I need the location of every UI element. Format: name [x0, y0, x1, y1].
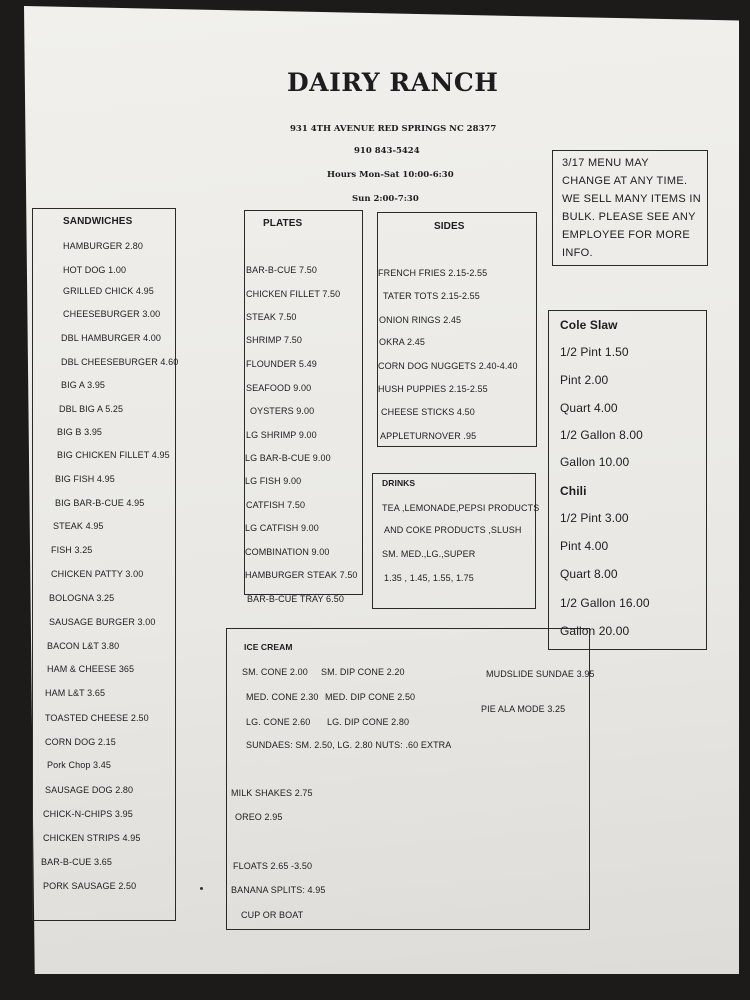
menu-item: BOLOGNA 3.25 — [49, 593, 115, 603]
menu-item: CATFISH 7.50 — [246, 500, 306, 510]
address-line: 931 4TH AVENUE RED SPRINGS NC 28377 — [290, 124, 497, 134]
menu-item: CHICKEN STRIPS 4.95 — [43, 833, 141, 843]
menu-item: LG BAR-B-CUE 9.00 — [245, 453, 331, 463]
plates-box — [244, 210, 363, 595]
plates-tray-item: BAR-B-CUE TRAY 6.50 — [247, 594, 344, 604]
menu-item: OKRA 2.45 — [379, 337, 425, 347]
menu-item: BACON L&T 3.80 — [47, 641, 120, 651]
menu-item: FLOUNDER 5.49 — [246, 359, 317, 369]
menu-item: BIG A 3.95 — [61, 380, 106, 390]
icecream-box — [226, 628, 595, 930]
menu-item: COMBINATION 9.00 — [245, 547, 330, 557]
notice-line: EMPLOYEE FOR MORE — [562, 229, 690, 241]
drinks-heading: DRINKS — [382, 478, 416, 488]
chili-heading: Chili — [560, 484, 587, 498]
menu-item: BIG BAR-B-CUE 4.95 — [55, 498, 145, 508]
menu-item: LG. DIP CONE 2.80 — [327, 717, 410, 727]
menu-item: SUNDAES: SM. 2.50, LG. 2.80 NUTS: .60 EXTRA — [246, 740, 452, 750]
notice-line: BULK. PLEASE SEE ANY — [562, 211, 696, 223]
menu-item: LG CATFISH 9.00 — [245, 523, 319, 533]
menu-item: 1/2 Pint 1.50 — [560, 345, 629, 359]
menu-item: Quart 8.00 — [560, 567, 618, 581]
menu-item: HAM L&T 3.65 — [45, 688, 106, 698]
menu-item: SHRIMP 7.50 — [246, 335, 302, 345]
menu-item: PORK SAUSAGE 2.50 — [43, 881, 137, 891]
drinks-line: TEA ,LEMONADE,PEPSI PRODUCTS — [382, 503, 540, 513]
menu-item: FRENCH FRIES 2.15-2.55 — [378, 268, 488, 278]
sunday-hours-line: Sun 2:00-7:30 — [352, 194, 419, 204]
menu-item: BIG FISH 4.95 — [55, 474, 115, 484]
menu-item: CORN DOG NUGGETS 2.40-4.40 — [378, 361, 518, 371]
restaurant-title: DAIRY RANCH — [287, 68, 499, 97]
menu-item: MUDSLIDE SUNDAE 3.95 — [486, 669, 595, 679]
menu-item: Gallon 10.00 — [560, 455, 630, 469]
notice-box — [552, 150, 708, 266]
menu-item: GRILLED CHICK 4.95 — [63, 286, 154, 296]
menu-item: LG FISH 9.00 — [245, 476, 302, 486]
menu-item: 1/2 Gallon 8.00 — [560, 428, 643, 442]
menu-item: HAMBURGER STEAK 7.50 — [245, 570, 358, 580]
menu-item: Gallon 20.00 — [560, 624, 630, 638]
hours-line: Hours Mon-Sat 10:00-6:30 — [327, 170, 454, 180]
notice-line: CHANGE AT ANY TIME. — [562, 175, 688, 187]
menu-item: CHICKEN PATTY 3.00 — [51, 569, 144, 579]
menu-item: MILK SHAKES 2.75 — [231, 788, 313, 798]
menu-item: HUSH PUPPIES 2.15-2.55 — [378, 384, 488, 394]
menu-item: CORN DOG 2.15 — [45, 737, 116, 747]
menu-item: OREO 2.95 — [235, 812, 283, 822]
menu-item: BANANA SPLITS: 4.95 — [231, 885, 326, 895]
notice-line: 3/17 MENU MAY — [562, 157, 649, 169]
menu-item: TOASTED CHEESE 2.50 — [45, 713, 149, 723]
menu-item: HOT DOG 1.00 — [63, 265, 127, 275]
stray-mark — [200, 887, 203, 890]
coleslaw-heading: Cole Slaw — [560, 318, 618, 332]
menu-item: STEAK 7.50 — [246, 312, 297, 322]
notice-line: WE SELL MANY ITEMS IN — [562, 193, 701, 205]
menu-item: SAUSAGE BURGER 3.00 — [49, 617, 156, 627]
menu-item: CHICKEN FILLET 7.50 — [246, 289, 341, 299]
menu-item: Quart 4.00 — [560, 401, 618, 415]
drinks-line: 1.35 , 1.45, 1.55, 1.75 — [384, 573, 474, 583]
menu-item: Pork Chop 3.45 — [47, 760, 111, 770]
sides-heading: SIDES — [434, 221, 465, 232]
menu-item: 1/2 Gallon 16.00 — [560, 596, 650, 610]
menu-item: Pint 4.00 — [560, 539, 609, 553]
drinks-box — [372, 473, 540, 609]
icecream-heading: ICE CREAM — [244, 642, 293, 652]
menu-item: CHEESEBURGER 3.00 — [63, 309, 161, 319]
menu-item: CHEESE STICKS 4.50 — [381, 407, 475, 417]
phone-line: 910 843-5424 — [354, 146, 420, 156]
menu-item: CHICK-N-CHIPS 3.95 — [43, 809, 133, 819]
menu-item: LG. CONE 2.60 — [246, 717, 311, 727]
menu-item: BIG B 3.95 — [57, 427, 103, 437]
notice-line: INFO. — [562, 247, 593, 259]
menu-item: CUP OR BOAT — [241, 910, 304, 920]
menu-item: FLOATS 2.65 -3.50 — [233, 861, 313, 871]
coleslaw-chili-box — [548, 310, 707, 650]
menu-item: FISH 3.25 — [51, 545, 93, 555]
menu-item: MED. DIP CONE 2.50 — [325, 692, 416, 702]
menu-item: BIG CHICKEN FILLET 4.95 — [57, 450, 170, 460]
menu-item: OYSTERS 9.00 — [250, 406, 315, 416]
menu-item: SM. CONE 2.00 — [242, 667, 308, 677]
menu-item: Pint 2.00 — [560, 373, 609, 387]
menu-item: SM. DIP CONE 2.20 — [321, 667, 405, 677]
drinks-line: AND COKE PRODUCTS ,SLUSH — [384, 525, 522, 535]
menu-item: SAUSAGE DOG 2.80 — [45, 785, 134, 795]
menu-item: BAR-B-CUE 3.65 — [41, 857, 112, 867]
menu-item: HAMBURGER 2.80 — [63, 241, 143, 251]
menu-item: DBL HAMBURGER 4.00 — [61, 333, 161, 343]
menu-item: 1/2 Pint 3.00 — [560, 511, 629, 525]
menu-item: MED. CONE 2.30 — [246, 692, 319, 702]
menu-item: BAR-B-CUE 7.50 — [246, 265, 317, 275]
menu-item: STEAK 4.95 — [53, 521, 104, 531]
menu-item: ONION RINGS 2.45 — [379, 315, 462, 325]
menu-item: TATER TOTS 2.15-2.55 — [383, 291, 480, 301]
sides-box — [377, 212, 537, 447]
menu-item: LG SHRIMP 9.00 — [246, 430, 317, 440]
menu-item: DBL BIG A 5.25 — [59, 404, 124, 414]
menu-item: HAM & CHEESE 365 — [47, 664, 135, 674]
menu-item: DBL CHEESEBURGER 4.60 — [61, 357, 179, 367]
sandwiches-heading: SANDWICHES — [63, 216, 133, 227]
menu-item: PIE ALA MODE 3.25 — [481, 704, 566, 714]
drinks-line: SM. MED.,LG.,SUPER — [382, 549, 476, 559]
menu-item: SEAFOOD 9.00 — [246, 383, 312, 393]
sandwiches-box — [32, 208, 179, 921]
menu-item: APPLETURNOVER .95 — [380, 431, 477, 441]
plates-heading: PLATES — [263, 218, 303, 229]
